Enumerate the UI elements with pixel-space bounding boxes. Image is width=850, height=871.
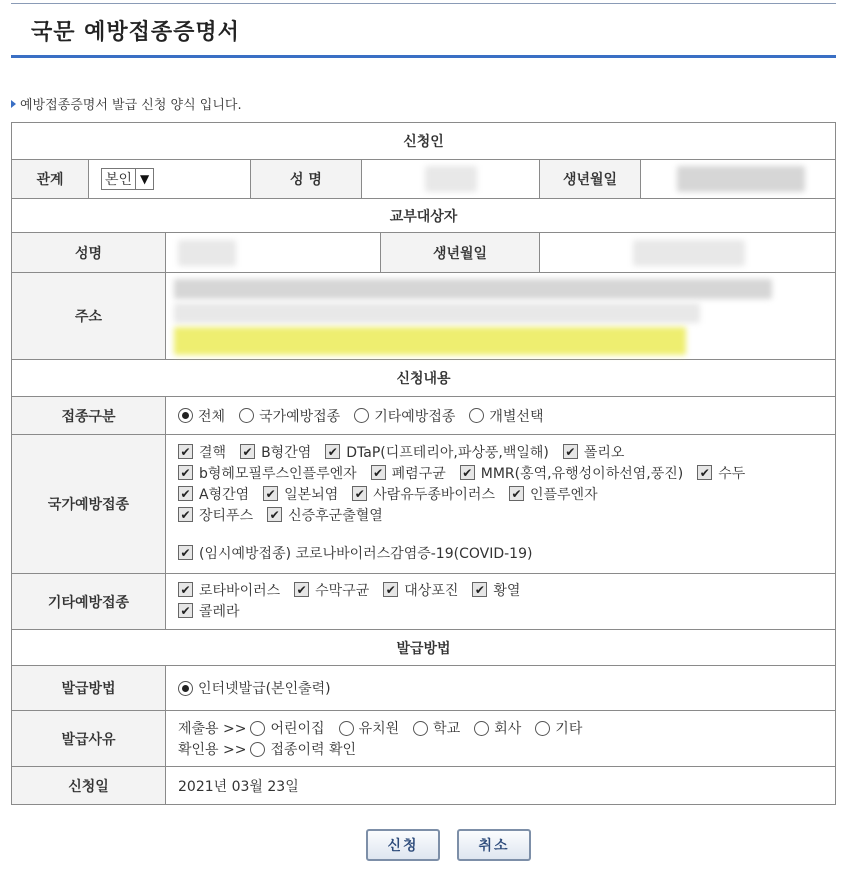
vaccine-checkbox[interactable]	[509, 484, 598, 504]
radio-selected-icon	[178, 408, 193, 423]
address-value	[166, 273, 835, 359]
vaccine-label: 신증후군출혈열	[288, 507, 383, 524]
submit-line	[178, 718, 596, 739]
radio-icon	[535, 721, 550, 736]
issue-method-internet[interactable]	[178, 678, 331, 698]
issue-method-label: 발급방법	[12, 666, 166, 710]
submit-option[interactable]	[339, 718, 400, 738]
relation-select[interactable]	[101, 168, 154, 190]
checkbox-checked-icon: ✔	[178, 486, 193, 501]
checkbox-checked-icon: ✔	[472, 582, 487, 597]
section-recipient-title: 교부대상자	[389, 208, 458, 225]
address-row	[12, 273, 835, 360]
vaccine-checkbox[interactable]	[697, 463, 745, 483]
issue-method-option-label: 인터넷발급(본인출력)	[198, 681, 331, 697]
vaccine-label: 결핵	[199, 444, 227, 461]
radio-icon	[354, 408, 369, 423]
issue-reason-row	[12, 711, 835, 767]
radio-icon	[339, 721, 354, 736]
highlighted-address	[174, 327, 686, 355]
checkbox-checked-icon: ✔	[178, 582, 193, 597]
vaccine-checkbox[interactable]	[178, 463, 357, 483]
applicant-birth-value	[641, 160, 835, 198]
type-option-national[interactable]	[239, 406, 340, 426]
recipient-name-label: 성명	[12, 233, 166, 272]
checkbox-checked-icon: ✔	[240, 444, 255, 459]
covid-checkbox[interactable]	[178, 543, 532, 563]
applicant-name-label: 성 명	[251, 160, 362, 198]
vaccine-label: 폴리오	[583, 444, 625, 461]
relation-select-value: 본인	[105, 172, 133, 188]
checkbox-checked-icon: ✔	[352, 486, 367, 501]
checkbox-checked-icon: ✔	[697, 465, 712, 480]
issue-method-value	[166, 666, 835, 710]
request-date-value: 2021년 03월 23일	[178, 778, 299, 795]
checkbox-checked-icon: ✔	[294, 582, 309, 597]
submit-option[interactable]	[535, 718, 582, 738]
bullet-triangle-icon	[11, 100, 16, 108]
section-issue	[12, 630, 835, 666]
vaccine-label: 폐렴구균	[391, 465, 446, 482]
checkbox-line	[178, 504, 835, 525]
radio-selected-icon	[178, 681, 193, 696]
radio-icon	[413, 721, 428, 736]
other-vaccine-lines	[178, 579, 835, 621]
section-issue-title: 발급방법	[396, 640, 451, 657]
submit-prefix: 제출용 >>	[178, 721, 247, 737]
apply-button[interactable]: 신청	[366, 829, 440, 861]
submit-option-label: 학교	[433, 721, 461, 737]
vaccine-label: 사람유두종바이러스	[373, 486, 495, 503]
redacted-recipient-birth	[633, 240, 745, 266]
vaccine-label: MMR(홍역,유행성이하선염,풍진)	[480, 465, 684, 482]
relation-cell	[89, 160, 251, 198]
vaccine-type-label: 접종구분	[12, 397, 166, 434]
checkbox-line	[178, 579, 835, 600]
vaccine-label: 황열	[493, 582, 521, 599]
checkbox-checked-icon: ✔	[509, 486, 524, 501]
certificate-form	[11, 122, 836, 805]
vaccine-checkbox[interactable]	[263, 484, 338, 504]
national-vaccine-row	[12, 435, 835, 574]
checkbox-checked-icon: ✔	[178, 465, 193, 480]
chevron-down-icon: ▼	[135, 169, 153, 189]
vaccine-label: DTaP(디프테리아,파상풍,백일해)	[346, 444, 549, 461]
submit-option-label: 회사	[494, 721, 522, 737]
vaccine-checkbox[interactable]	[460, 463, 683, 483]
intro-text	[11, 94, 242, 113]
vaccine-checkbox[interactable]	[267, 505, 383, 525]
vaccine-checkbox[interactable]	[178, 580, 280, 600]
recipient-birth-label: 생년월일	[381, 233, 540, 272]
type-option-label: 개별선택	[489, 408, 544, 425]
vaccine-label: 수막구균	[315, 582, 370, 599]
vaccine-checkbox[interactable]	[383, 580, 458, 600]
section-request-title: 신청내용	[396, 371, 451, 387]
checkbox-checked-icon: ✔	[178, 444, 193, 459]
vaccine-checkbox[interactable]	[371, 463, 446, 483]
checkbox-line	[178, 483, 835, 504]
issue-reason-label: 발급사유	[12, 711, 166, 766]
national-vaccine-list	[166, 435, 835, 573]
vaccine-label: A형간염	[199, 486, 250, 503]
confirm-option-history[interactable]	[250, 739, 356, 759]
radio-icon	[469, 408, 484, 423]
checkbox-checked-icon: ✔	[563, 444, 578, 459]
submit-option-label: 기타	[555, 721, 583, 737]
relation-label: 관계	[12, 160, 89, 198]
type-option-label: 기타예방접종	[374, 408, 456, 425]
cancel-button[interactable]: 취소	[457, 829, 531, 861]
national-vaccine-lines	[178, 441, 835, 525]
redacted-recipient-name	[178, 240, 236, 266]
checkbox-checked-icon: ✔	[371, 465, 386, 480]
recipient-row	[12, 233, 835, 273]
section-request	[12, 360, 835, 397]
vaccine-type-row	[12, 397, 835, 435]
section-recipient	[12, 199, 835, 233]
radio-icon	[250, 721, 265, 736]
checkbox-line	[178, 600, 835, 621]
applicant-birth-label: 생년월일	[540, 160, 641, 198]
vaccine-label: 콜레라	[199, 603, 240, 620]
vaccine-checkbox[interactable]	[178, 601, 240, 621]
checkbox-checked-icon: ✔	[383, 582, 398, 597]
redacted-birth	[677, 166, 805, 192]
submit-option-label: 유치원	[358, 721, 400, 737]
submit-option[interactable]	[474, 718, 521, 738]
request-date-row	[12, 767, 835, 804]
redacted-name	[425, 166, 477, 192]
vaccine-checkbox[interactable]	[178, 505, 253, 525]
section-applicant-title: 신청인	[403, 134, 444, 150]
checkbox-checked-icon: ✔	[178, 603, 193, 618]
other-vaccine-row	[12, 574, 835, 630]
vaccine-checkbox[interactable]	[352, 484, 495, 504]
vaccine-label: 장티푸스	[199, 507, 254, 524]
type-option-all[interactable]	[178, 406, 225, 426]
submit-option[interactable]	[250, 718, 324, 738]
recipient-name-value	[166, 233, 381, 272]
redacted-address-line2	[174, 303, 700, 323]
intro-label: 예방접종증명서 발급 신청 양식 입니다.	[20, 98, 242, 113]
vaccine-label: 대상포진	[404, 582, 459, 599]
title-underline	[11, 55, 836, 58]
vaccine-checkbox[interactable]	[178, 442, 226, 462]
vaccine-label: 인플루엔자	[529, 486, 598, 503]
address-label: 주소	[12, 273, 166, 359]
top-rule	[11, 3, 836, 4]
checkbox-checked-icon: ✔	[325, 444, 340, 459]
vaccine-label: B형간염	[261, 444, 312, 461]
checkbox-checked-icon: ✔	[267, 507, 282, 522]
request-date-label: 신청일	[12, 767, 166, 804]
vaccine-checkbox[interactable]	[178, 484, 249, 504]
type-option-individual[interactable]	[469, 406, 543, 426]
vaccine-checkbox[interactable]	[325, 442, 549, 462]
other-vaccine-label: 기타예방접종	[12, 574, 166, 629]
vaccine-label: 일본뇌염	[284, 486, 339, 503]
issue-reason-value	[166, 711, 835, 766]
covid-line	[178, 542, 835, 563]
vaccine-checkbox[interactable]	[240, 442, 311, 462]
confirm-prefix: 확인용 >>	[178, 742, 247, 758]
submit-option[interactable]	[413, 718, 460, 738]
checkbox-checked-icon: ✔	[178, 545, 193, 560]
vaccine-type-options	[166, 397, 835, 434]
section-applicant	[12, 123, 835, 160]
type-option-other[interactable]	[354, 406, 455, 426]
redacted-address-line1	[174, 279, 772, 299]
confirm-option-label: 접종이력 확인	[270, 742, 357, 758]
radio-icon	[474, 721, 489, 736]
checkbox-checked-icon: ✔	[263, 486, 278, 501]
page-title: 국문 예방접종증명서	[31, 20, 240, 45]
vaccine-label: b형헤모필루스인플루엔자	[199, 465, 357, 482]
checkbox-checked-icon: ✔	[460, 465, 475, 480]
national-vaccine-label: 국가예방접종	[12, 435, 166, 573]
other-vaccine-list	[166, 574, 835, 629]
covid-label: (임시예방접종) 코로나바이러스감염증-19(COVID-19)	[199, 545, 533, 562]
submit-option-label: 어린이집	[270, 721, 325, 737]
checkbox-line	[178, 441, 835, 462]
type-option-label: 전체	[198, 408, 226, 425]
applicant-name-value	[362, 160, 540, 198]
vaccine-checkbox[interactable]	[294, 580, 369, 600]
radio-icon	[250, 742, 265, 757]
vaccine-checkbox[interactable]	[563, 442, 625, 462]
checkbox-line	[178, 462, 835, 483]
recipient-birth-value	[540, 233, 835, 272]
checkbox-checked-icon: ✔	[178, 507, 193, 522]
issue-method-row	[12, 666, 835, 711]
vaccine-checkbox[interactable]	[472, 580, 520, 600]
confirm-line	[178, 739, 596, 760]
type-option-label: 국가예방접종	[259, 408, 341, 425]
vaccine-label: 로타바이러스	[199, 582, 281, 599]
applicant-row	[12, 160, 835, 199]
radio-icon	[239, 408, 254, 423]
vaccine-label: 수두	[718, 465, 746, 482]
